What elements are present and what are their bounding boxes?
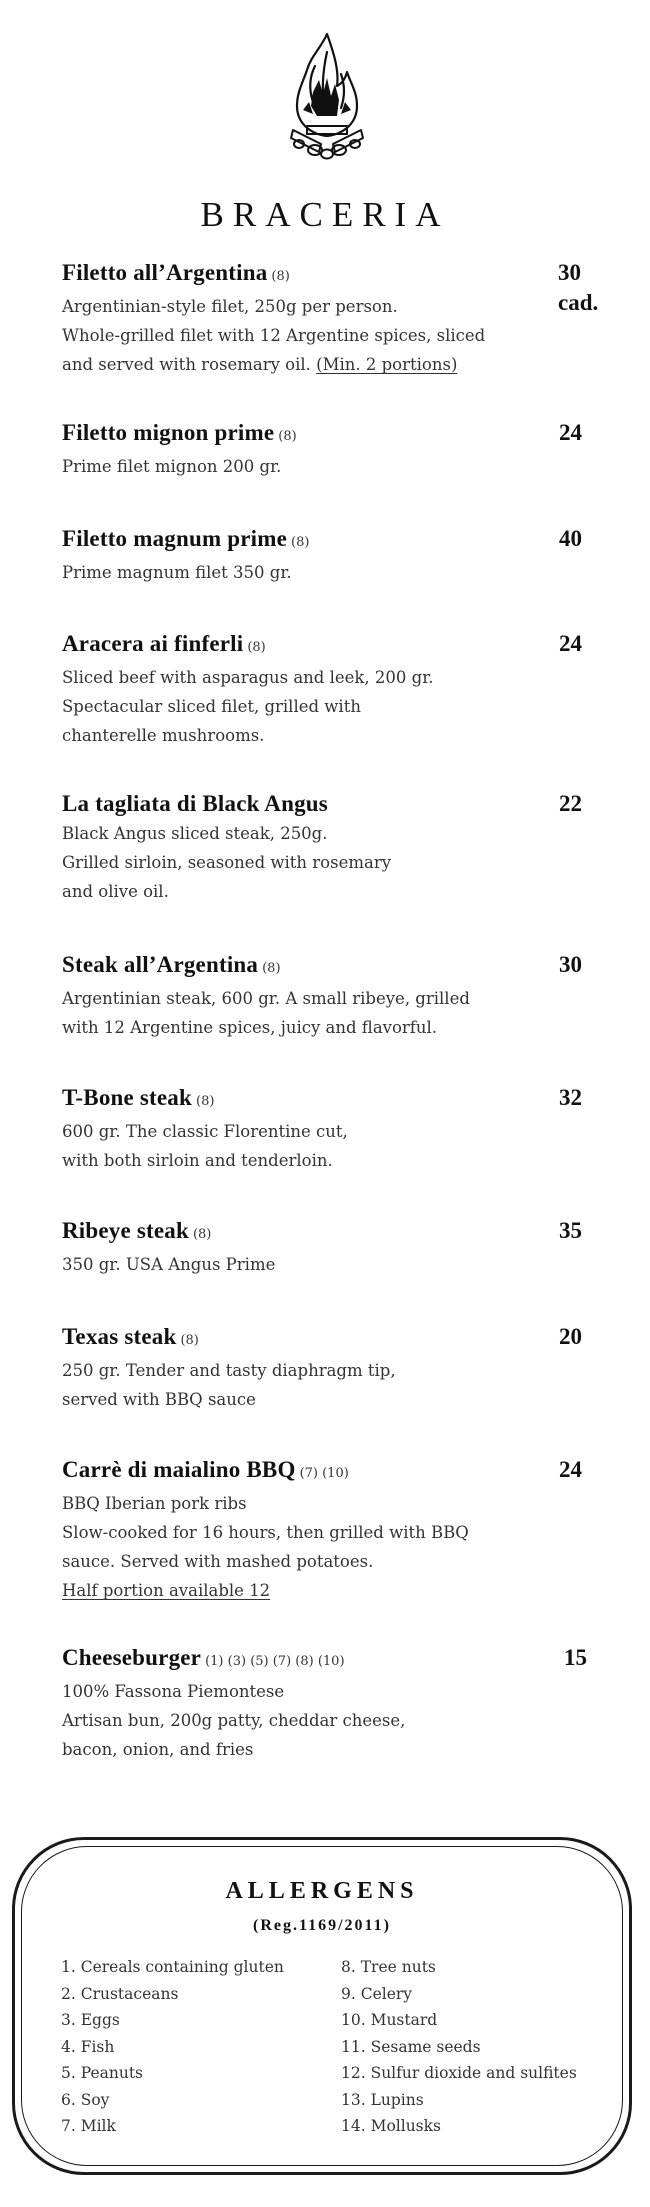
menu-item-description-line <box>62 452 622 481</box>
description-text: Spectacular sliced filet, grilled with <box>62 697 361 716</box>
menu-item-name: Carrè di maialino BBQ <box>62 1457 296 1482</box>
menu-item-allergen-codes: (8) <box>196 1094 215 1109</box>
menu-item-allergen-codes: (7) (10) <box>299 1466 349 1481</box>
allergen-entry: 1. Cereals containing gluten <box>61 1958 284 1976</box>
description-text: 100% Fassona Piemontese <box>62 1682 285 1701</box>
allergen-entry: 5. Peanuts <box>61 2064 144 2082</box>
menu-item <box>62 629 622 750</box>
allergens-subtitle: (Reg.1169/2011) <box>253 1917 391 1934</box>
allergen-entry: 4. Fish <box>61 2037 115 2056</box>
menu-item-allergen-codes: (8) <box>192 1227 212 1242</box>
description-text: Grilled sirloin, seasoned with rosemary <box>62 853 392 872</box>
menu-item-description-line <box>62 1013 622 1042</box>
menu-item-description-line <box>62 721 622 750</box>
allergen-entry: 10. Mustard <box>341 2011 438 2029</box>
menu-item-name: Steak all’Argentina <box>62 952 259 977</box>
description-text: and served with rosemary oil. <box>62 355 317 374</box>
allergens-title: ALLERGENS <box>225 1878 419 1904</box>
allergen-entry: 11. Sesame seeds <box>341 2037 481 2056</box>
menu-item-title <box>62 1083 622 1117</box>
description-text: 600 gr. The classic Florentine cut, <box>62 1122 348 1141</box>
menu-item-description-line <box>62 1146 622 1175</box>
menu-item-title <box>62 1643 622 1677</box>
allergen-entry: 3. Eggs <box>61 2011 120 2029</box>
menu-item-price: 32 <box>559 1085 582 1110</box>
description-text: BBQ Iberian pork ribs <box>62 1494 247 1513</box>
menu-item-title <box>62 1455 622 1489</box>
description-text: 250 gr. Tender and tasty diaphragm tip, <box>62 1361 396 1380</box>
menu-item <box>62 418 622 481</box>
menu-item-description-line <box>62 1547 622 1576</box>
menu-item-allergen-codes: (8) <box>291 535 310 550</box>
menu-item-price: 30 <box>559 952 582 977</box>
menu-item <box>62 1083 622 1175</box>
menu-item-allergen-codes: (8) <box>271 269 290 284</box>
description-text: Prime magnum filet 350 gr. <box>62 563 292 582</box>
menu-item-name: Filetto mignon prime <box>62 420 275 445</box>
menu-item-title <box>62 629 622 663</box>
menu-item-name: Texas steak <box>62 1324 177 1349</box>
menu-item-price: 35 <box>559 1218 582 1243</box>
description-text: Slow-cooked for 16 hours, then grilled with BBQ <box>62 1523 469 1542</box>
description-note: Half portion available 12 <box>62 1581 271 1600</box>
description-text: Argentinian steak, 600 gr. A small ribeye, grilled <box>62 989 470 1008</box>
allergens-panel <box>12 1837 632 2175</box>
allergen-entry: 9. Celery <box>341 1984 413 2003</box>
menu-item-description-line <box>62 1489 622 1518</box>
menu-item-title <box>62 258 622 292</box>
menu-item <box>62 1643 622 1764</box>
menu-item-description-line <box>62 292 622 321</box>
description-text: served with BBQ sauce <box>62 1390 256 1409</box>
menu-item-description-line <box>62 692 622 721</box>
menu-item-description-line <box>62 1735 622 1764</box>
description-text: Artisan bun, 200g patty, cheddar cheese, <box>62 1711 406 1730</box>
allergen-entry: 6. Soy <box>61 2090 110 2109</box>
menu-item-price: 24 <box>559 631 582 656</box>
description-text: chanterelle mushrooms. <box>62 726 265 745</box>
menu-item-description-line <box>62 1250 622 1279</box>
allergen-entry: 2. Crustaceans <box>61 1984 179 2003</box>
allergen-entry: 8. Tree nuts <box>341 1958 436 1976</box>
menu-item-allergen-codes: (8) <box>247 640 266 655</box>
menu-item-description-line <box>62 558 622 587</box>
allergens-list-right <box>341 1954 577 2140</box>
menu-item-name: Filetto all’Argentina <box>62 260 268 285</box>
menu-item-name: Ribeye steak <box>62 1218 189 1243</box>
menu-item-description-line <box>62 350 622 379</box>
menu-item-description-line <box>62 1677 622 1706</box>
campfire-icon <box>285 30 369 162</box>
menu-item <box>62 1216 622 1279</box>
menu-item-title <box>62 950 622 984</box>
menu-item <box>62 1322 622 1414</box>
menu-item-description-line <box>62 1576 622 1605</box>
menu-item-title <box>62 418 622 452</box>
menu-item-description-line <box>62 663 622 692</box>
description-text: Black Angus sliced steak, 250g. <box>62 824 328 843</box>
menu-item-name: T-Bone steak <box>62 1085 192 1110</box>
section-title: BRACERIA <box>200 195 450 234</box>
menu-item-price: 30 cad. <box>558 260 599 315</box>
menu-item-price: 40 <box>559 526 582 551</box>
menu-item-price: 20 <box>559 1324 582 1349</box>
menu-item-price: 22 <box>559 791 582 816</box>
menu-item-price: 24 <box>559 420 582 445</box>
menu-item-description-line <box>62 984 622 1013</box>
allergen-entry: 12. Sulfur dioxide and sulfites <box>341 2064 577 2082</box>
menu-item-allergen-codes: (8) <box>278 429 297 444</box>
allergen-entry: 13. Lupins <box>341 2090 424 2109</box>
description-text: Argentinian-style filet, 250g per person. <box>62 297 398 316</box>
menu-item-price: 24 <box>559 1457 582 1482</box>
description-text: sauce. Served with mashed potatoes. <box>62 1552 374 1571</box>
description-text: 350 gr. USA Angus Prime <box>62 1255 276 1274</box>
menu-item-description-line <box>62 321 622 350</box>
menu-item-allergen-codes: (8) <box>262 961 281 976</box>
description-text: Whole-grilled filet with 12 Argentine spices, sliced <box>62 326 486 345</box>
menu-item-allergen-codes: (8) <box>180 1333 199 1348</box>
menu-item-description-line <box>62 848 622 877</box>
allergen-entry: 7. Milk <box>61 2117 116 2135</box>
description-text: with 12 Argentine spices, juicy and flavorful. <box>62 1018 438 1037</box>
menu-item-description-line <box>62 1706 622 1735</box>
menu-item <box>62 789 622 906</box>
menu-item-name: Cheeseburger <box>62 1645 202 1670</box>
menu-item-description-line <box>62 819 622 848</box>
menu-item-title <box>62 524 622 558</box>
description-text: and olive oil. <box>62 882 169 901</box>
allergens-list-left <box>61 1954 284 2140</box>
description-note: (Min. 2 portions) <box>316 355 458 374</box>
menu-item-allergen-codes: (1) (3) (5) (7) (8) (10) <box>205 1654 345 1669</box>
description-text: Sliced beef with asparagus and leek, 200 gr. <box>62 668 434 687</box>
menu-item-name: Aracera ai finferli <box>62 631 244 656</box>
menu-item-description-line <box>62 1518 622 1547</box>
description-text: Prime filet mignon 200 gr. <box>62 457 282 476</box>
menu-item <box>62 524 622 587</box>
menu-item-title <box>62 1216 622 1250</box>
menu-item <box>62 258 622 379</box>
menu-item <box>62 950 622 1042</box>
menu-item <box>62 1455 622 1605</box>
menu-item-name: La tagliata di Black Angus <box>62 791 328 816</box>
menu-item-title <box>62 1322 622 1356</box>
allergen-entry: 14. Mollusks <box>341 2117 441 2135</box>
menu-item-description-line <box>62 1385 622 1414</box>
menu-item-name: Filetto magnum prime <box>62 526 288 551</box>
menu-item-price: 15 <box>564 1645 587 1670</box>
menu-item-title <box>62 789 622 819</box>
menu-item-description-line <box>62 877 622 906</box>
description-text: bacon, onion, and fries <box>62 1740 254 1759</box>
menu-item-description-line <box>62 1356 622 1385</box>
description-text: with both sirloin and tenderloin. <box>62 1151 333 1170</box>
menu-item-description-line <box>62 1117 622 1146</box>
